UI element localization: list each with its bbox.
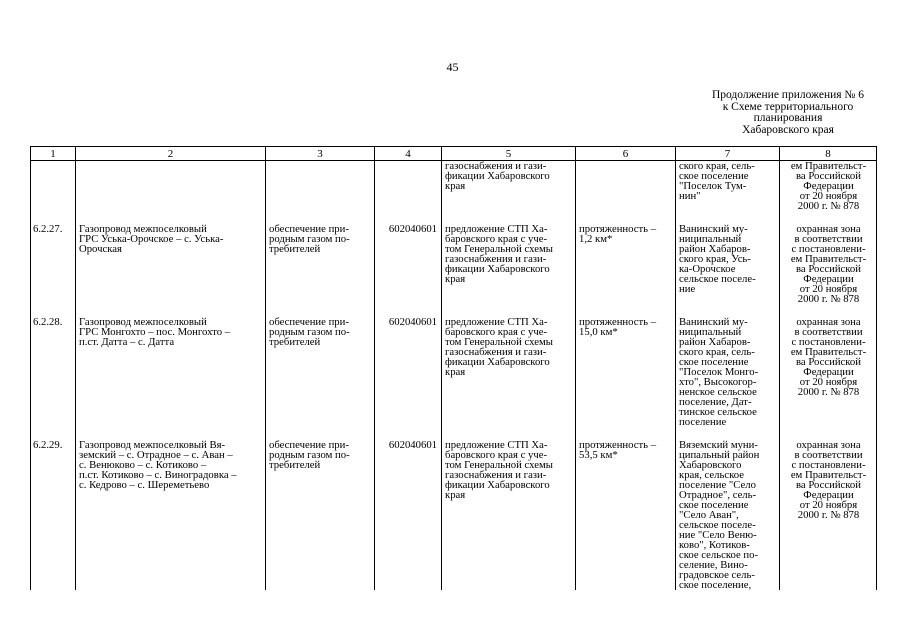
row-spacer bbox=[31, 427, 877, 439]
spacer-cell bbox=[266, 427, 375, 439]
text-line: ненское сельское bbox=[679, 386, 757, 398]
text-line: ское поселение, bbox=[679, 579, 752, 591]
cell-location bbox=[676, 223, 780, 304]
text-line: от 20 ноября bbox=[799, 190, 858, 202]
spacer-cell bbox=[780, 427, 877, 439]
text-line: Ванинский му- bbox=[679, 316, 748, 328]
text-line: Вяземский муни- bbox=[679, 439, 758, 451]
text-line: предложение СТП Ха- bbox=[445, 439, 548, 451]
text-line: "Село Аван", bbox=[679, 509, 739, 521]
spacer-cell bbox=[780, 304, 877, 316]
cell-location bbox=[676, 161, 780, 212]
text-line: ем Правительст- bbox=[790, 253, 867, 265]
cell-code: 602040601 bbox=[375, 439, 442, 590]
text-line: ние bbox=[679, 283, 696, 295]
text-line: п.ст. Котиково – с. Виноградовка – bbox=[79, 469, 237, 481]
text-line: ем Правительст- bbox=[790, 346, 867, 358]
text-line: ГРС Уська-Орочское – с. Уська- bbox=[79, 233, 224, 245]
spacer-cell bbox=[442, 304, 576, 316]
text-line: ем Правительст- bbox=[790, 160, 867, 172]
table-row bbox=[31, 439, 877, 590]
cell-basis bbox=[442, 316, 576, 427]
cell-code: 602040601 bbox=[375, 316, 442, 427]
text-line: требителей bbox=[269, 243, 321, 255]
text-line: ниципальный bbox=[679, 326, 742, 338]
text-line: сельское поселе- bbox=[679, 519, 756, 531]
text-line: баровского края с уче- bbox=[445, 233, 548, 245]
cell-basis bbox=[442, 161, 576, 212]
text-line: ково", Котиков- bbox=[679, 539, 750, 551]
cell-parameters bbox=[576, 223, 676, 304]
cell-basis bbox=[442, 223, 576, 304]
table-row bbox=[31, 223, 877, 304]
text-line: земский – с. Отрадное – с. Аван – bbox=[79, 449, 233, 461]
text-line: район Хабаров- bbox=[679, 336, 751, 348]
text-line: баровского края с уче- bbox=[445, 449, 548, 461]
column-number-8: 8 bbox=[780, 147, 877, 161]
column-number-2: 2 bbox=[76, 147, 266, 161]
text-line: обеспечение при- bbox=[269, 316, 349, 328]
column-number-1: 1 bbox=[31, 147, 76, 161]
page-number: 45 bbox=[446, 60, 459, 74]
text-line: фикации Хабаровского bbox=[445, 479, 550, 491]
text-line: с постановлени- bbox=[791, 243, 866, 255]
text-line: родным газом по- bbox=[269, 449, 350, 461]
text-line: 1,2 км* bbox=[579, 233, 613, 245]
text-line: ского края, сель- bbox=[679, 160, 755, 172]
text-line: ского края, Усь- bbox=[679, 253, 751, 265]
spacer-cell bbox=[375, 427, 442, 439]
text-line: поселение, Дат- bbox=[679, 396, 752, 408]
text-line: требителей bbox=[269, 336, 321, 348]
text-line: п.ст. Датта – с. Датта bbox=[79, 336, 175, 348]
text-line: обеспечение при- bbox=[269, 223, 349, 235]
cell-basis bbox=[442, 439, 576, 590]
text-line: поселение bbox=[679, 416, 727, 428]
text-line: 2000 г. № 878 bbox=[797, 509, 860, 521]
cell-location bbox=[676, 316, 780, 427]
text-line: Газопровод межпоселковый bbox=[79, 316, 207, 328]
spacer-cell bbox=[576, 427, 676, 439]
text-line: хто", Высокогор- bbox=[679, 376, 757, 388]
cell-zone bbox=[780, 316, 877, 427]
text-line: охранная зона bbox=[796, 439, 861, 451]
cell-purpose bbox=[266, 316, 375, 427]
text-line: Орочская bbox=[79, 243, 122, 255]
text-line: в соответствии bbox=[794, 326, 863, 338]
cell-zone bbox=[780, 439, 877, 590]
cell-code: 602040601 bbox=[375, 223, 442, 304]
cell-code bbox=[375, 161, 442, 212]
text-line: охранная зона bbox=[796, 223, 861, 235]
text-line: район Хабаров- bbox=[679, 243, 751, 255]
text-line: том Генеральной схемы bbox=[445, 243, 553, 255]
cell-parameters bbox=[576, 316, 676, 427]
caption-line: к Схеме территориального bbox=[722, 100, 854, 113]
text-line: ва Российской bbox=[796, 479, 861, 491]
spacer-cell bbox=[676, 211, 780, 223]
text-line: том Генеральной схемы bbox=[445, 459, 553, 471]
cell-purpose bbox=[266, 223, 375, 304]
text-line: 2000 г. № 878 bbox=[797, 200, 860, 212]
text-line: сельское поселе- bbox=[679, 273, 756, 285]
text-line: нин" bbox=[679, 190, 701, 202]
spacer-cell bbox=[676, 427, 780, 439]
text-line: Федерации bbox=[803, 180, 854, 192]
text-line: ского края, сель- bbox=[679, 346, 755, 358]
appendix-caption bbox=[690, 90, 886, 136]
text-line: охранная зона bbox=[796, 316, 861, 328]
table-row bbox=[31, 316, 877, 427]
text-line: с. Кедрово – с. Шереметьево bbox=[79, 479, 210, 491]
text-line: ва Российской bbox=[796, 263, 861, 275]
cell-name bbox=[76, 223, 266, 304]
text-line: Федерации bbox=[803, 273, 854, 285]
cell-parameters bbox=[576, 439, 676, 590]
text-line: протяженность – bbox=[579, 223, 657, 235]
text-line: с постановлени- bbox=[791, 336, 866, 348]
text-line: фикации Хабаровского bbox=[445, 263, 550, 275]
spacer-cell bbox=[266, 211, 375, 223]
text-line: края bbox=[445, 366, 466, 378]
cell-number bbox=[31, 161, 76, 212]
text-line: градовское сель- bbox=[679, 569, 755, 581]
spacer-cell bbox=[266, 304, 375, 316]
text-line: края bbox=[445, 489, 466, 501]
text-line: от 20 ноября bbox=[799, 376, 858, 388]
text-line: ское поселение bbox=[679, 499, 749, 511]
text-line: ГРС Монгохто – пос. Монгохто – bbox=[79, 326, 231, 338]
column-number-3: 3 bbox=[266, 147, 375, 161]
text-line: Федерации bbox=[803, 366, 854, 378]
caption-line: планирования bbox=[753, 112, 823, 124]
text-line: Отрадное", сель- bbox=[679, 489, 757, 501]
column-number-6: 6 bbox=[576, 147, 676, 161]
text-line: от 20 ноября bbox=[799, 499, 858, 511]
text-line: предложение СТП Ха- bbox=[445, 223, 548, 235]
spacer-cell bbox=[676, 304, 780, 316]
text-line: родным газом по- bbox=[269, 233, 350, 245]
cell-parameters bbox=[576, 161, 676, 212]
text-line: газоснабжения и гази- bbox=[445, 346, 547, 358]
text-line: Газопровод межпоселковый Вя- bbox=[79, 439, 226, 451]
text-line: "Поселок Тум- bbox=[679, 180, 747, 192]
text-line: от 20 ноября bbox=[799, 283, 858, 295]
spacer-cell bbox=[442, 427, 576, 439]
text-line: с постановлени- bbox=[791, 459, 866, 471]
text-line: края bbox=[445, 180, 466, 192]
continuation-row bbox=[31, 161, 877, 212]
spacer-cell bbox=[576, 211, 676, 223]
text-line: "Поселок Монго- bbox=[679, 366, 759, 378]
cell-number: 6.2.28. bbox=[31, 316, 76, 427]
text-line: ципальный район bbox=[679, 449, 760, 461]
text-line: края bbox=[445, 273, 466, 285]
cell-purpose bbox=[266, 439, 375, 590]
cell-purpose bbox=[266, 161, 375, 212]
spacer-cell bbox=[31, 304, 76, 316]
table-header-row bbox=[31, 147, 877, 161]
text-line: ское сельское по- bbox=[679, 549, 759, 561]
text-line: газоснабжения и гази- bbox=[445, 469, 547, 481]
text-line: в соответствии bbox=[794, 233, 863, 245]
column-number-7: 7 bbox=[676, 147, 780, 161]
text-line: 2000 г. № 878 bbox=[797, 386, 860, 398]
text-line: том Генеральной схемы bbox=[445, 336, 553, 348]
text-line: Ванинский му- bbox=[679, 223, 748, 235]
text-line: предложение СТП Ха- bbox=[445, 316, 548, 328]
text-line: требителей bbox=[269, 459, 321, 471]
text-line: 53,5 км* bbox=[579, 449, 618, 461]
text-line: ние "Село Веню- bbox=[679, 529, 757, 541]
cell-name bbox=[76, 161, 266, 212]
text-line: протяженность – bbox=[579, 439, 657, 451]
text-line: ское поселение bbox=[679, 356, 749, 368]
cell-number: 6.2.29. bbox=[31, 439, 76, 590]
text-line: края, сельское bbox=[679, 469, 744, 481]
text-line: с. Венюково – с. Котиково – bbox=[79, 459, 207, 471]
text-line: в соответствии bbox=[794, 449, 863, 461]
row-spacer bbox=[31, 211, 877, 223]
cell-zone bbox=[780, 223, 877, 304]
text-line: ем Правительст- bbox=[790, 469, 867, 481]
spacer-cell bbox=[442, 211, 576, 223]
row-spacer bbox=[31, 304, 877, 316]
text-line: фикации Хабаровского bbox=[445, 356, 550, 368]
gas-pipeline-table bbox=[30, 146, 877, 590]
text-line: 15,0 км* bbox=[579, 326, 618, 338]
cell-name bbox=[76, 439, 266, 590]
text-line: Федерации bbox=[803, 489, 854, 501]
text-line: селение, Вино- bbox=[679, 559, 748, 571]
spacer-cell bbox=[780, 211, 877, 223]
caption-line: Продолжение приложения № 6 bbox=[711, 89, 865, 101]
text-line: фикации Хабаровского bbox=[445, 170, 550, 182]
column-number-4: 4 bbox=[375, 147, 442, 161]
spacer-cell bbox=[375, 304, 442, 316]
text-line: ва Российской bbox=[796, 356, 861, 368]
text-line: газоснабжения и гази- bbox=[445, 253, 547, 265]
spacer-cell bbox=[375, 211, 442, 223]
text-line: баровского края с уче- bbox=[445, 326, 548, 338]
text-line: Хабаровского bbox=[679, 459, 742, 471]
column-number-5: 5 bbox=[442, 147, 576, 161]
text-line: поселение "Село bbox=[679, 479, 756, 491]
text-line: Газопровод межпоселковый bbox=[79, 223, 207, 235]
text-line: ва Российской bbox=[796, 170, 861, 182]
cell-location bbox=[676, 439, 780, 590]
text-line: ка-Орочское bbox=[679, 263, 736, 275]
spacer-cell bbox=[31, 211, 76, 223]
spacer-cell bbox=[576, 304, 676, 316]
text-line: ниципальный bbox=[679, 233, 742, 245]
text-line: обеспечение при- bbox=[269, 439, 349, 451]
spacer-cell bbox=[76, 427, 266, 439]
text-line: ское поселение bbox=[679, 170, 749, 182]
spacer-cell bbox=[31, 427, 76, 439]
spacer-cell bbox=[76, 304, 266, 316]
text-line: 2000 г. № 878 bbox=[797, 293, 860, 305]
cell-number: 6.2.27. bbox=[31, 223, 76, 304]
caption-line: Хабаровского края bbox=[742, 123, 834, 136]
spacer-cell bbox=[76, 211, 266, 223]
cell-zone bbox=[780, 161, 877, 212]
text-line: тинское сельское bbox=[679, 406, 757, 418]
text-line: газоснабжения и гази- bbox=[445, 160, 547, 172]
cell-name bbox=[76, 316, 266, 427]
text-line: родным газом по- bbox=[269, 326, 350, 338]
text-line: протяженность – bbox=[579, 316, 657, 328]
